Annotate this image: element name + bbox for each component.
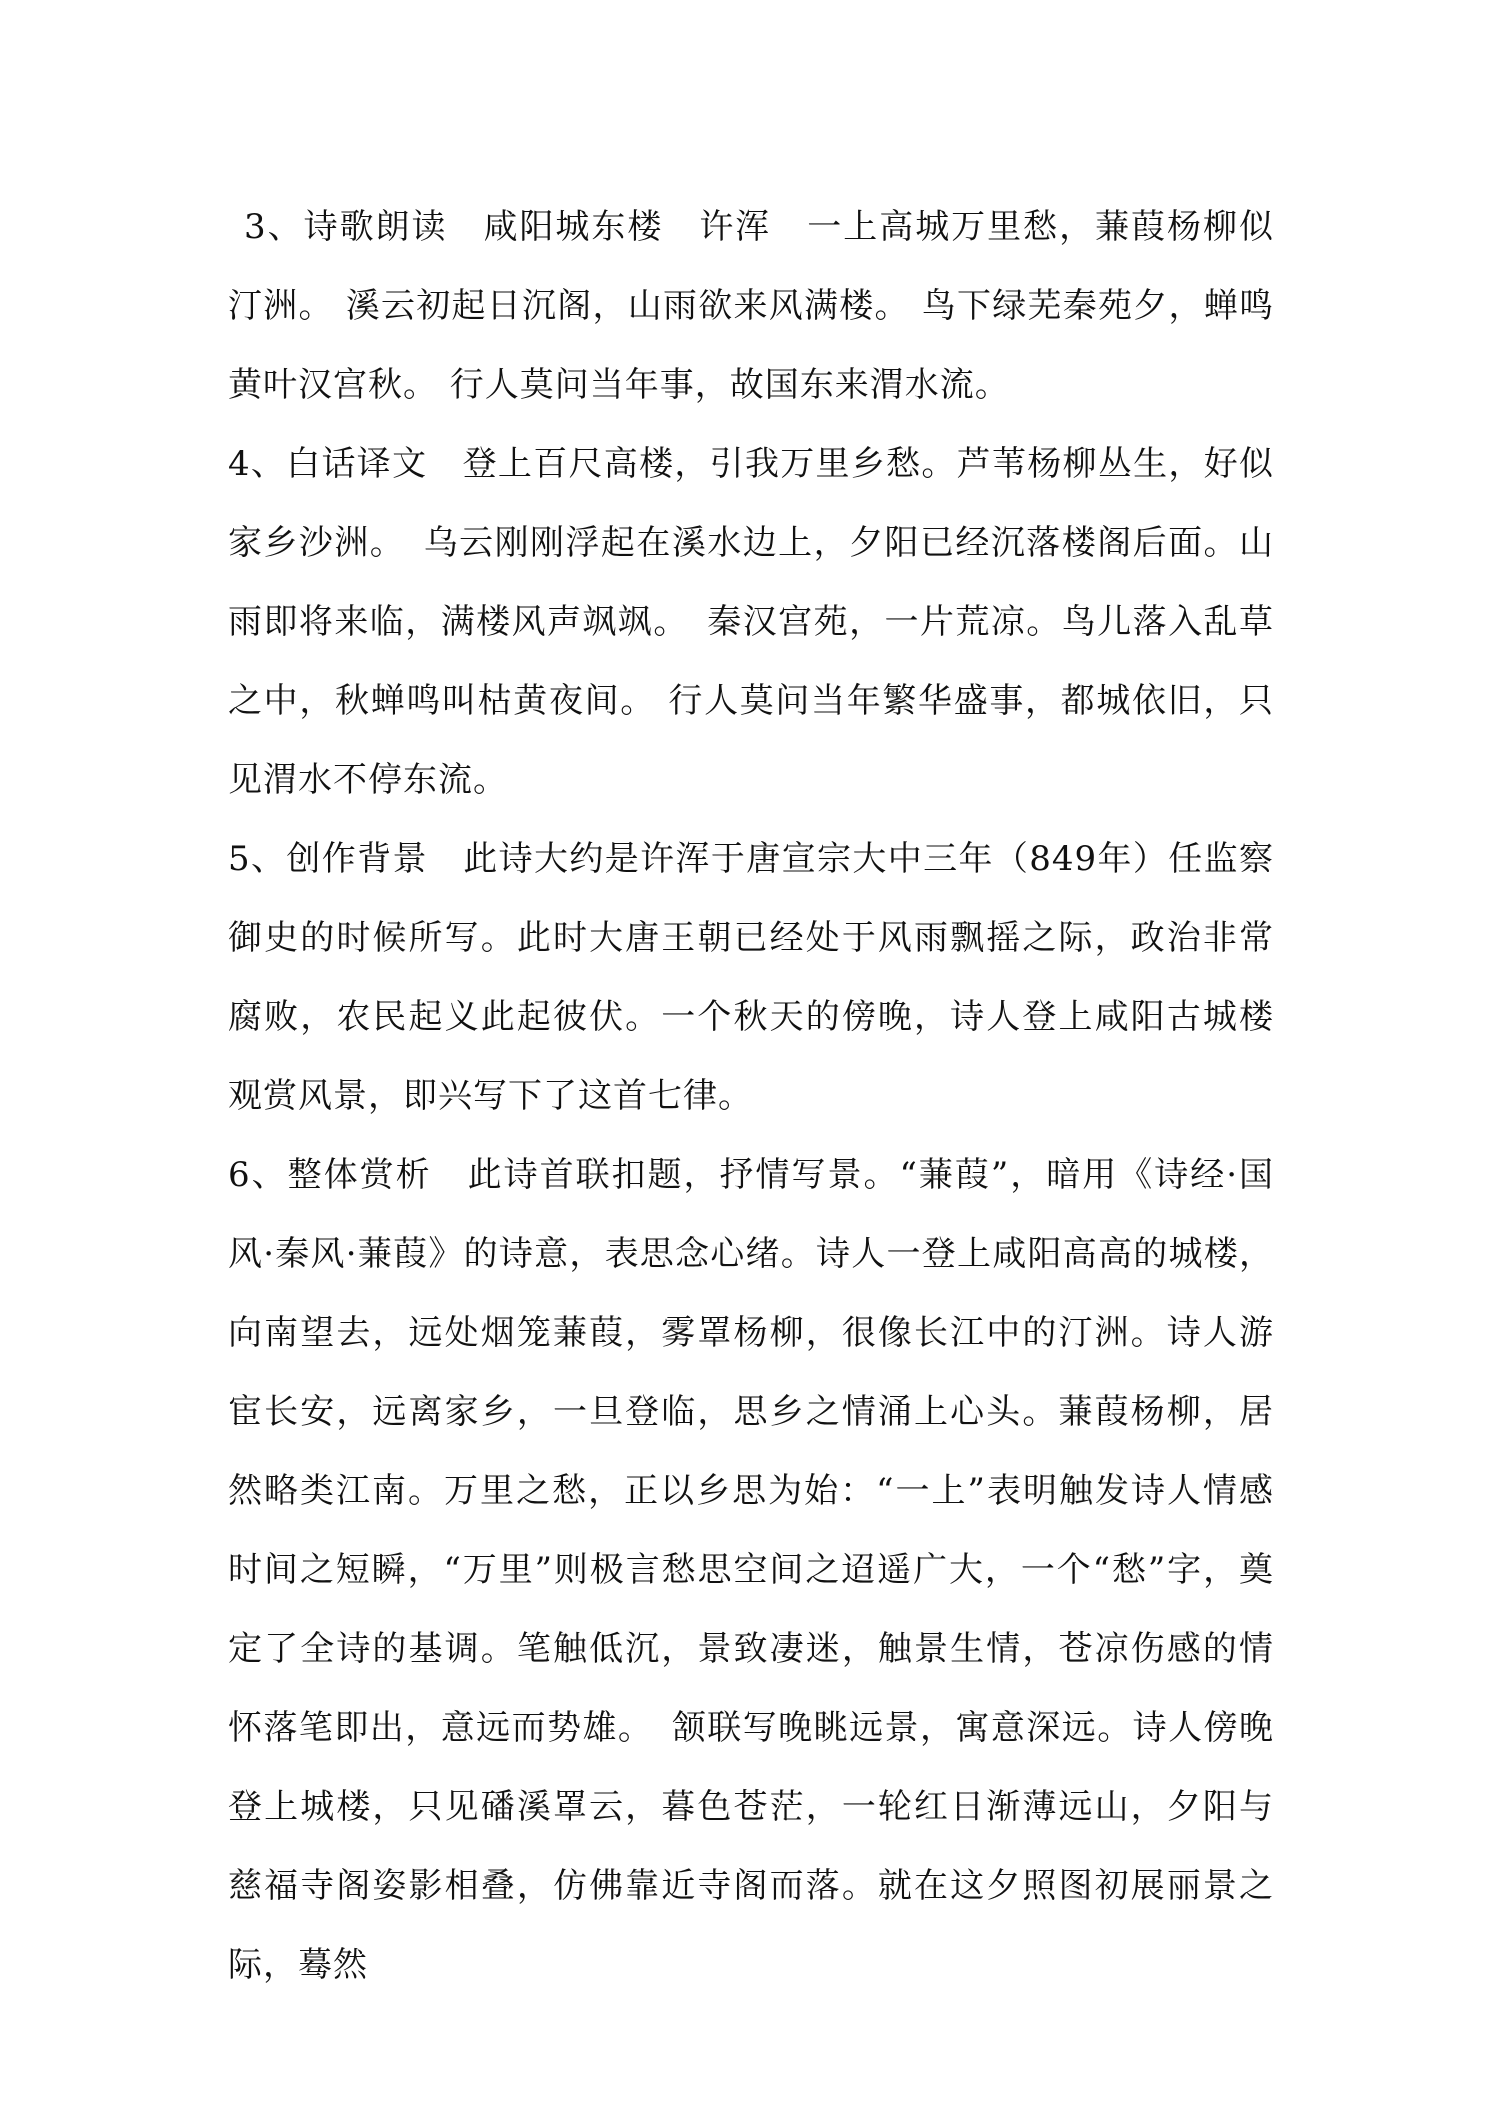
- paragraph-poem-reading: 3、诗歌朗读 咸阳城东楼 许浑 一上高城万里愁，蒹葭杨柳似汀洲。 溪云初起日沉阁，山雨欲来风满楼。 鸟下绿芜秦苑夕，蝉鸣黄叶汉宫秋。 行人莫问当年事，故国东来渭水流。: [228, 207, 1274, 405]
- paragraph-translation: 4、白话译文 登上百尺高楼，引我万里乡愁。芦苇杨柳丛生，好似家乡沙洲。 乌云刚刚浮起在溪水边上，夕阳已经沉落楼阁后面。山雨即将来临，满楼风声飒飒。 秦汉宫苑，一片荒凉。鸟儿落入乱草之中，秋蝉鸣叫枯黄夜间。 行人莫问当年繁华盛事，都城依旧，只见渭水不停东流。: [228, 444, 1274, 800]
- document-body: [228, 188, 1274, 2005]
- paragraph-background: 5、创作背景 此诗大约是许浑于唐宣宗大中三年（849年）任监察御史的时候所写。此时大唐王朝已经处于风雨飘摇之际，政治非常腐败，农民起义此起彼伏。一个秋天的傍晚，诗人登上咸阳古城楼观赏风景，即兴写下了这首七律。: [228, 839, 1274, 1116]
- paragraph-appreciation: 6、整体赏析 此诗首联扣题，抒情写景。“蒹葭”，暗用《诗经·国风·秦风·蒹葭》的诗意，表思念心绪。诗人一登上咸阳高高的城楼，向南望去，远处烟笼蒹葭，雾罩杨柳，很像长江中的汀洲。诗人游宦长安，远离家乡，一旦登临，思乡之情涌上心头。蒹葭杨柳，居然略类江南。万里之愁，正以乡思为始：“一上”表明触发诗人情感时间之短瞬，“万里”则极言愁思空间之迢遥广大，一个“愁”字，奠定了全诗的基调。笔触低沉，景致凄迷，触景生情，苍凉伤感的情怀落笔即出，意远而势雄。 颔联写晚眺远景，寓意深远。诗人傍晚登上城楼，只见磻溪罩云，暮色苍茫，一轮红日渐薄远山，夕阳与慈福寺阁姿影相叠，仿佛靠近寺阁而落。就在这夕照图初展丽景之际，蓦然: [228, 1155, 1274, 1985]
